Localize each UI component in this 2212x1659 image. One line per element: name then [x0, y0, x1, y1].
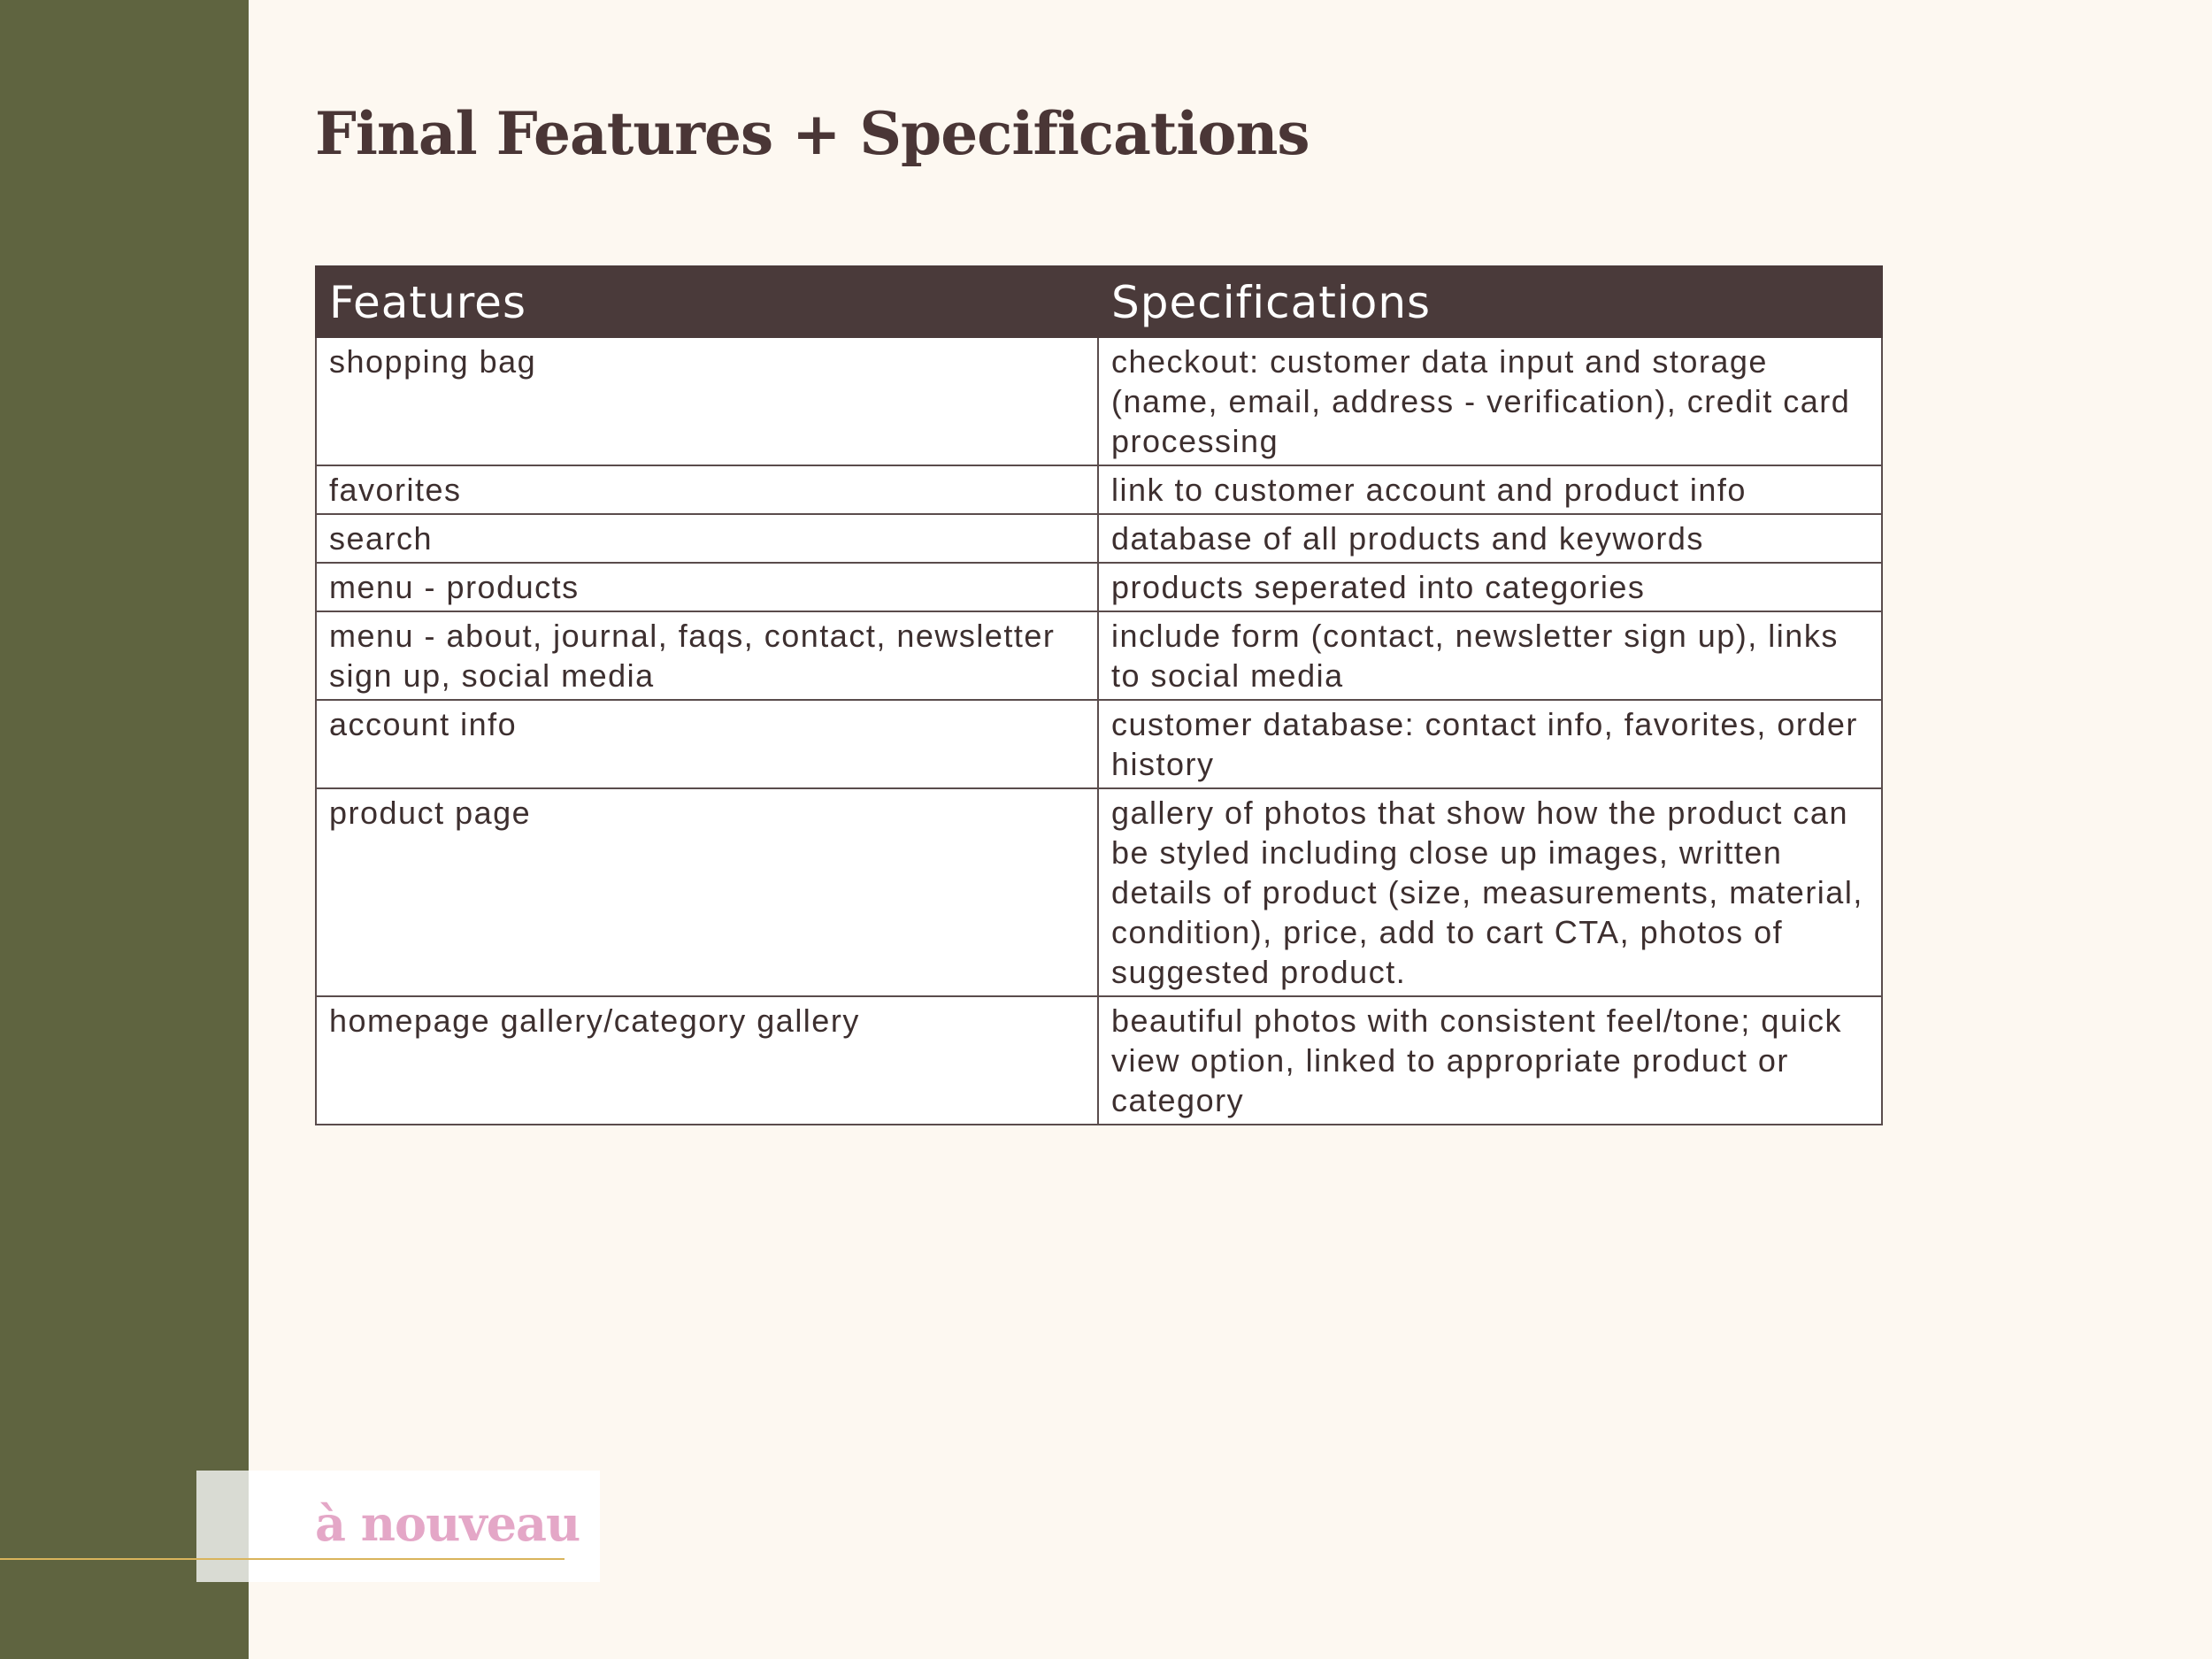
- table-row: [316, 563, 1882, 611]
- feature-cell: menu - products: [316, 563, 1098, 611]
- specifications-column-header: Specifications: [1098, 266, 1882, 337]
- feature-cell: favorites: [316, 465, 1098, 514]
- table-row: [316, 337, 1882, 465]
- spec-cell: database of all products and keywords: [1098, 514, 1882, 563]
- sidebar-band: [0, 0, 249, 1659]
- feature-cell: shopping bag: [316, 337, 1098, 465]
- features-column-header: Features: [316, 266, 1098, 337]
- brand-logo: à nouveau: [315, 1495, 580, 1552]
- feature-cell: account info: [316, 700, 1098, 788]
- features-table: [315, 265, 1883, 1125]
- table-row: [316, 700, 1882, 788]
- logo-box-shade: [196, 1471, 249, 1582]
- spec-cell: gallery of photos that show how the product can be styled including close up images, written details of product (size, measurements, material, condition), price, add to cart CTA, photos of suggested product.: [1098, 788, 1882, 996]
- accent-line: [0, 1558, 565, 1560]
- table-header-row: [316, 266, 1882, 337]
- spec-cell: customer database: contact info, favorites, order history: [1098, 700, 1882, 788]
- table-row: [316, 514, 1882, 563]
- feature-cell: homepage gallery/category gallery: [316, 996, 1098, 1125]
- feature-cell: search: [316, 514, 1098, 563]
- feature-cell: menu - about, journal, faqs, contact, newsletter sign up, social media: [316, 611, 1098, 700]
- spec-cell: link to customer account and product info: [1098, 465, 1882, 514]
- table-row: [316, 996, 1882, 1125]
- spec-cell: products seperated into categories: [1098, 563, 1882, 611]
- spec-cell: beautiful photos with consistent feel/tone; quick view option, linked to appropriate product or category: [1098, 996, 1882, 1125]
- table-row: [316, 611, 1882, 700]
- spec-cell: checkout: customer data input and storage (name, email, address - verification), credit card processing: [1098, 337, 1882, 465]
- page-title: Final Features + Specifications: [315, 99, 1310, 168]
- feature-cell: product page: [316, 788, 1098, 996]
- brand-logo-box: [196, 1471, 600, 1582]
- table-row: [316, 465, 1882, 514]
- table-row: [316, 788, 1882, 996]
- spec-cell: include form (contact, newsletter sign up), links to social media: [1098, 611, 1882, 700]
